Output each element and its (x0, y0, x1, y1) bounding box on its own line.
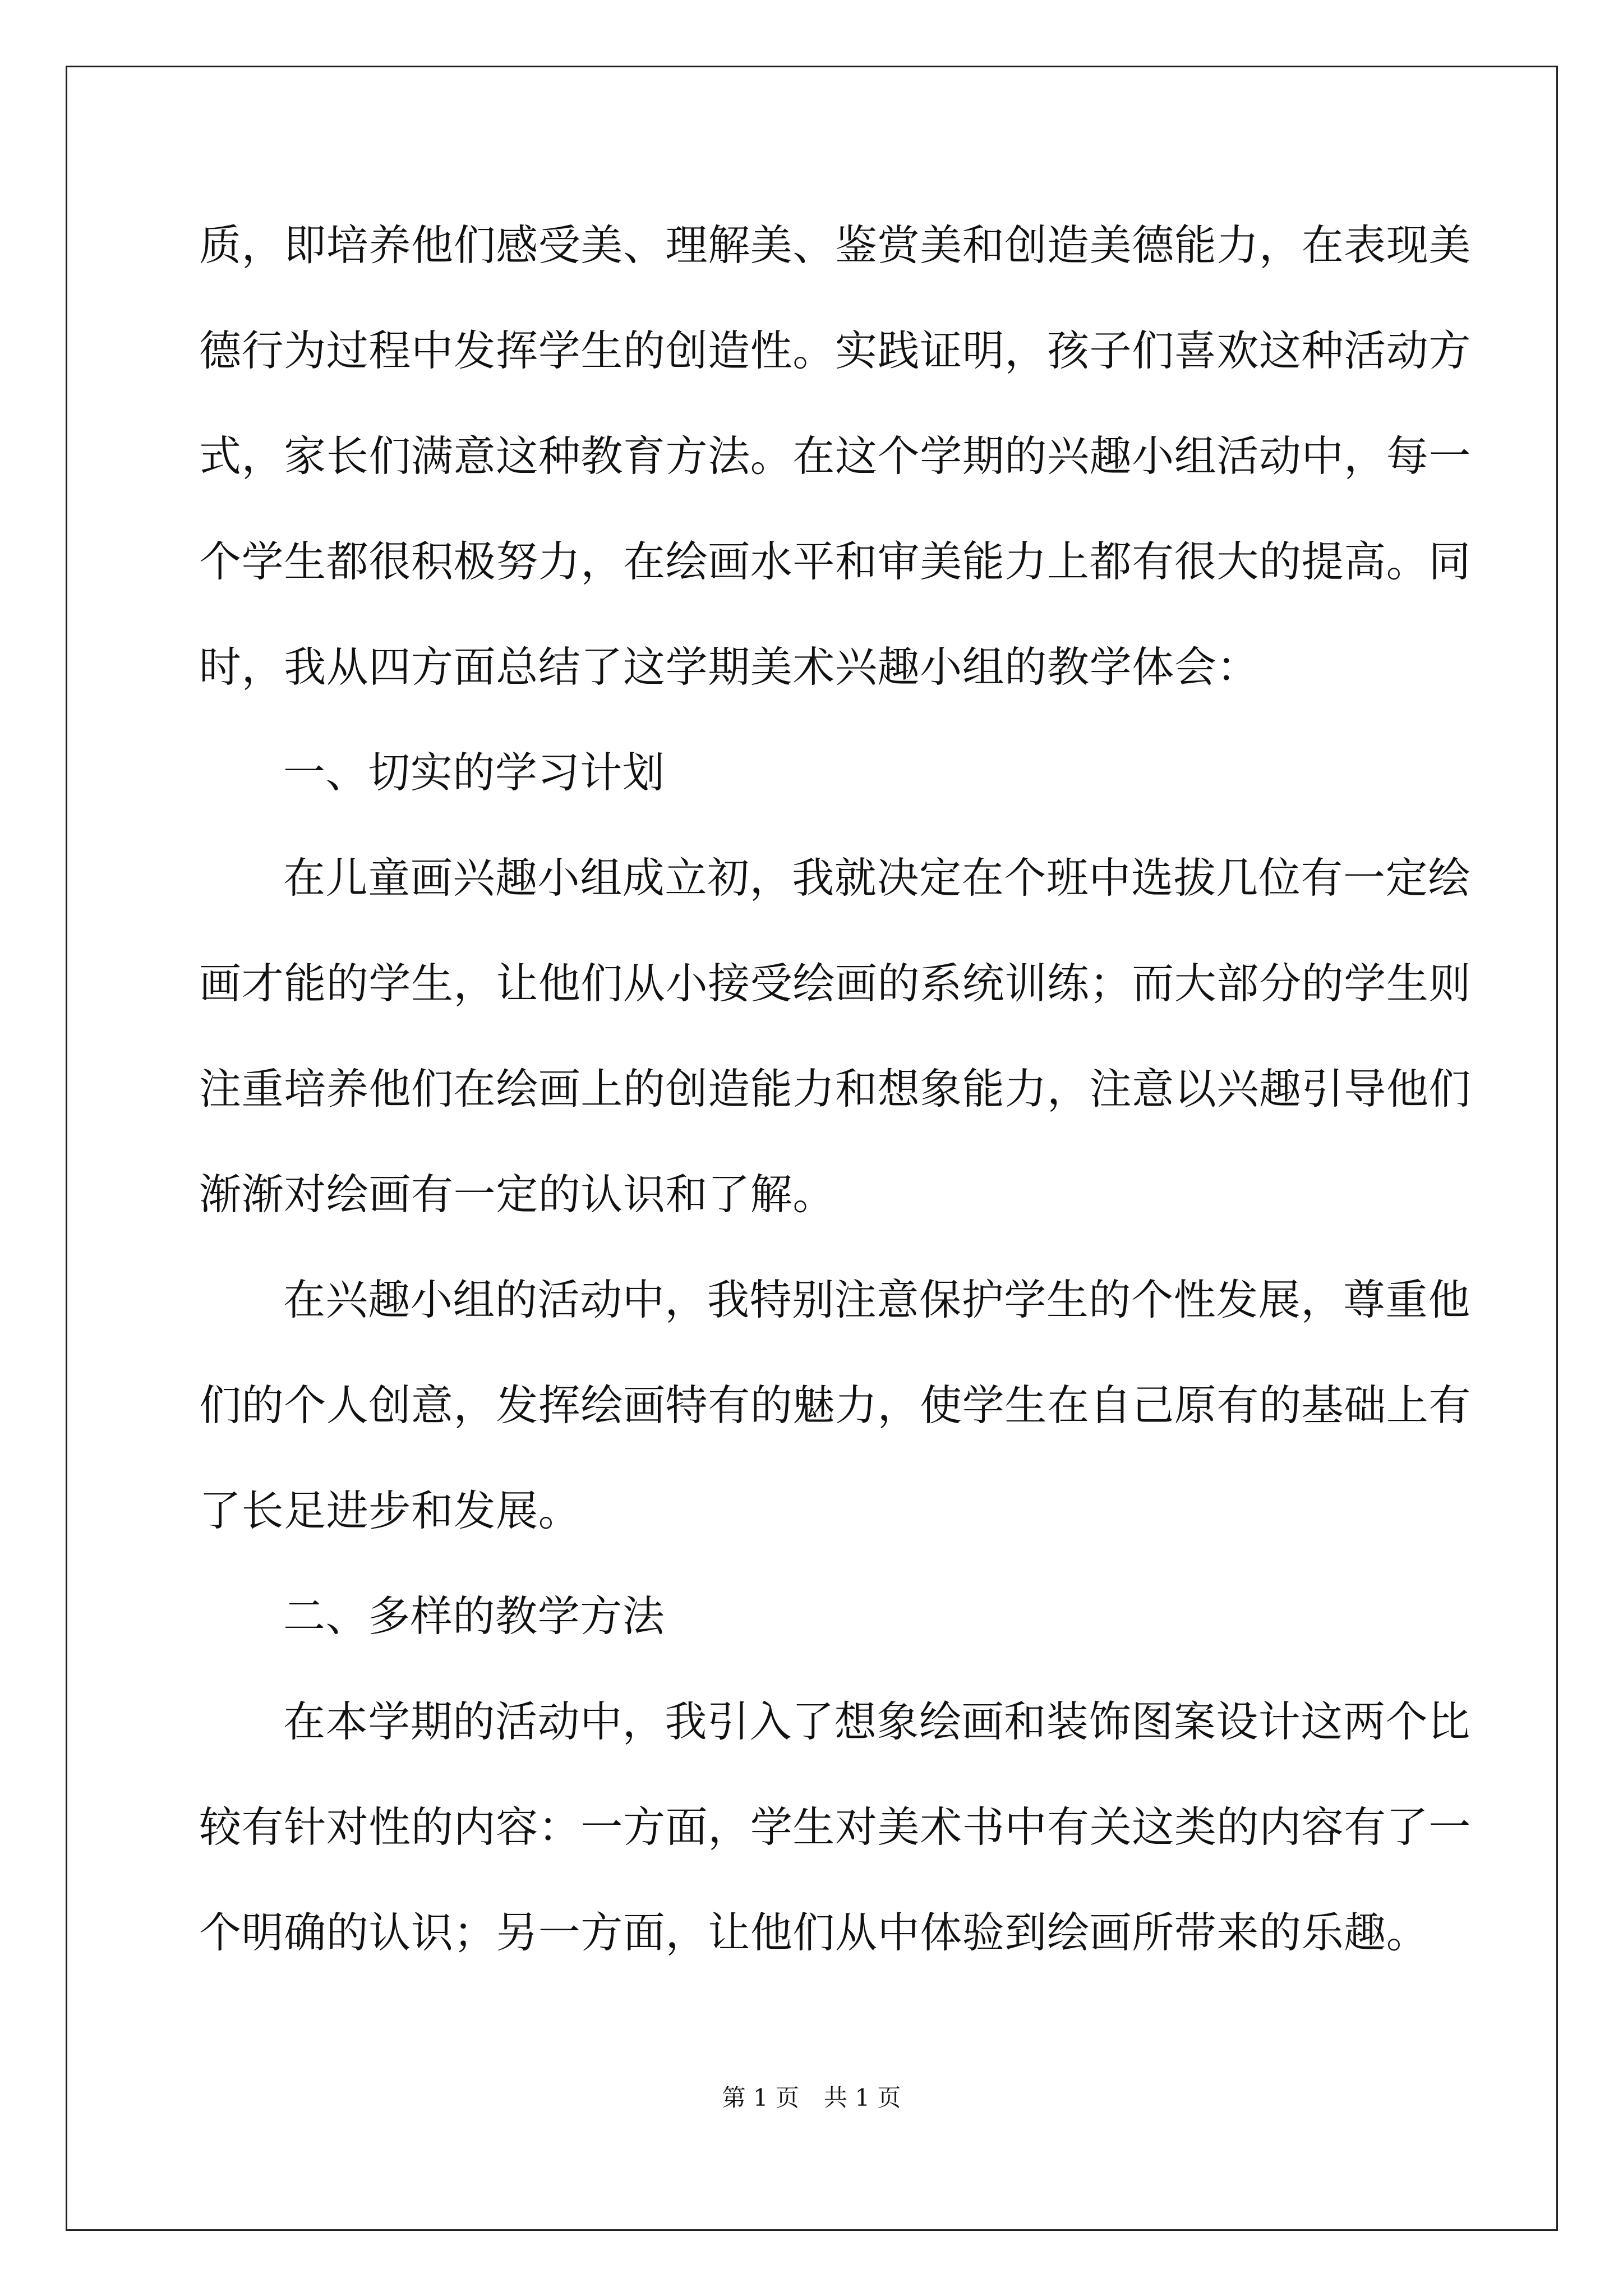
body-text-line: 画才能的学生，让他们从小接受绘画的系统训练；而大部分的学生则 (199, 959, 1472, 1008)
document-body (199, 217, 1472, 2040)
body-text-line: 个明确的认识；另一方面，让他们从中体验到绘画所带来的乐趣。 (199, 1908, 1429, 1957)
section-heading: 二、多样的教学方法 (283, 1591, 665, 1641)
body-text-line: 德行为过程中发挥学生的创造性。实践证明，孩子们喜欢这种活动方 (199, 326, 1472, 375)
page-total: 共 1 页 (824, 2084, 901, 2111)
section-heading: 一、切实的学习计划 (283, 748, 665, 797)
body-text-line: 渐渐对绘画有一定的认识和了解。 (199, 1170, 836, 1219)
body-text-line: 注重培养他们在绘画上的创造能力和想象能力，注意以兴趣引导他们 (199, 1064, 1472, 1114)
paragraph-first-line: 在兴趣小组的活动中，我特别注意保护学生的个性发展，尊重他 (283, 1275, 1470, 1324)
page-number: 第 1 页 (722, 2084, 799, 2111)
body-text-line: 们的个人创意，发挥绘画特有的魅力，使学生在自己原有的基础上有 (199, 1381, 1472, 1430)
paragraph-first-line: 在儿童画兴趣小组成立初，我就决定在个班中选拔几位有一定绘 (283, 853, 1470, 903)
body-text-line: 式，家长们满意这种教育方法。在这个学期的兴趣小组活动中，每一 (199, 431, 1472, 481)
body-text-line: 较有针对性的内容：一方面，学生对美术书中有关这类的内容有了一 (199, 1802, 1472, 1852)
paragraph-first-line: 在本学期的活动中，我引入了想象绘画和装饰图案设计这两个比 (283, 1697, 1470, 1746)
body-text-line: 质，即培养他们感受美、理解美、鉴赏美和创造美德能力，在表现美 (199, 220, 1472, 270)
page-footer (0, 2081, 1623, 2115)
body-text-line: 个学生都很积极努力，在绘画水平和审美能力上都有很大的提高。同 (199, 537, 1472, 586)
body-text-line: 了长足进步和发展。 (199, 1486, 581, 1535)
body-text-line: 时，我从四方面总结了这学期美术兴趣小组的教学体会： (199, 642, 1260, 692)
